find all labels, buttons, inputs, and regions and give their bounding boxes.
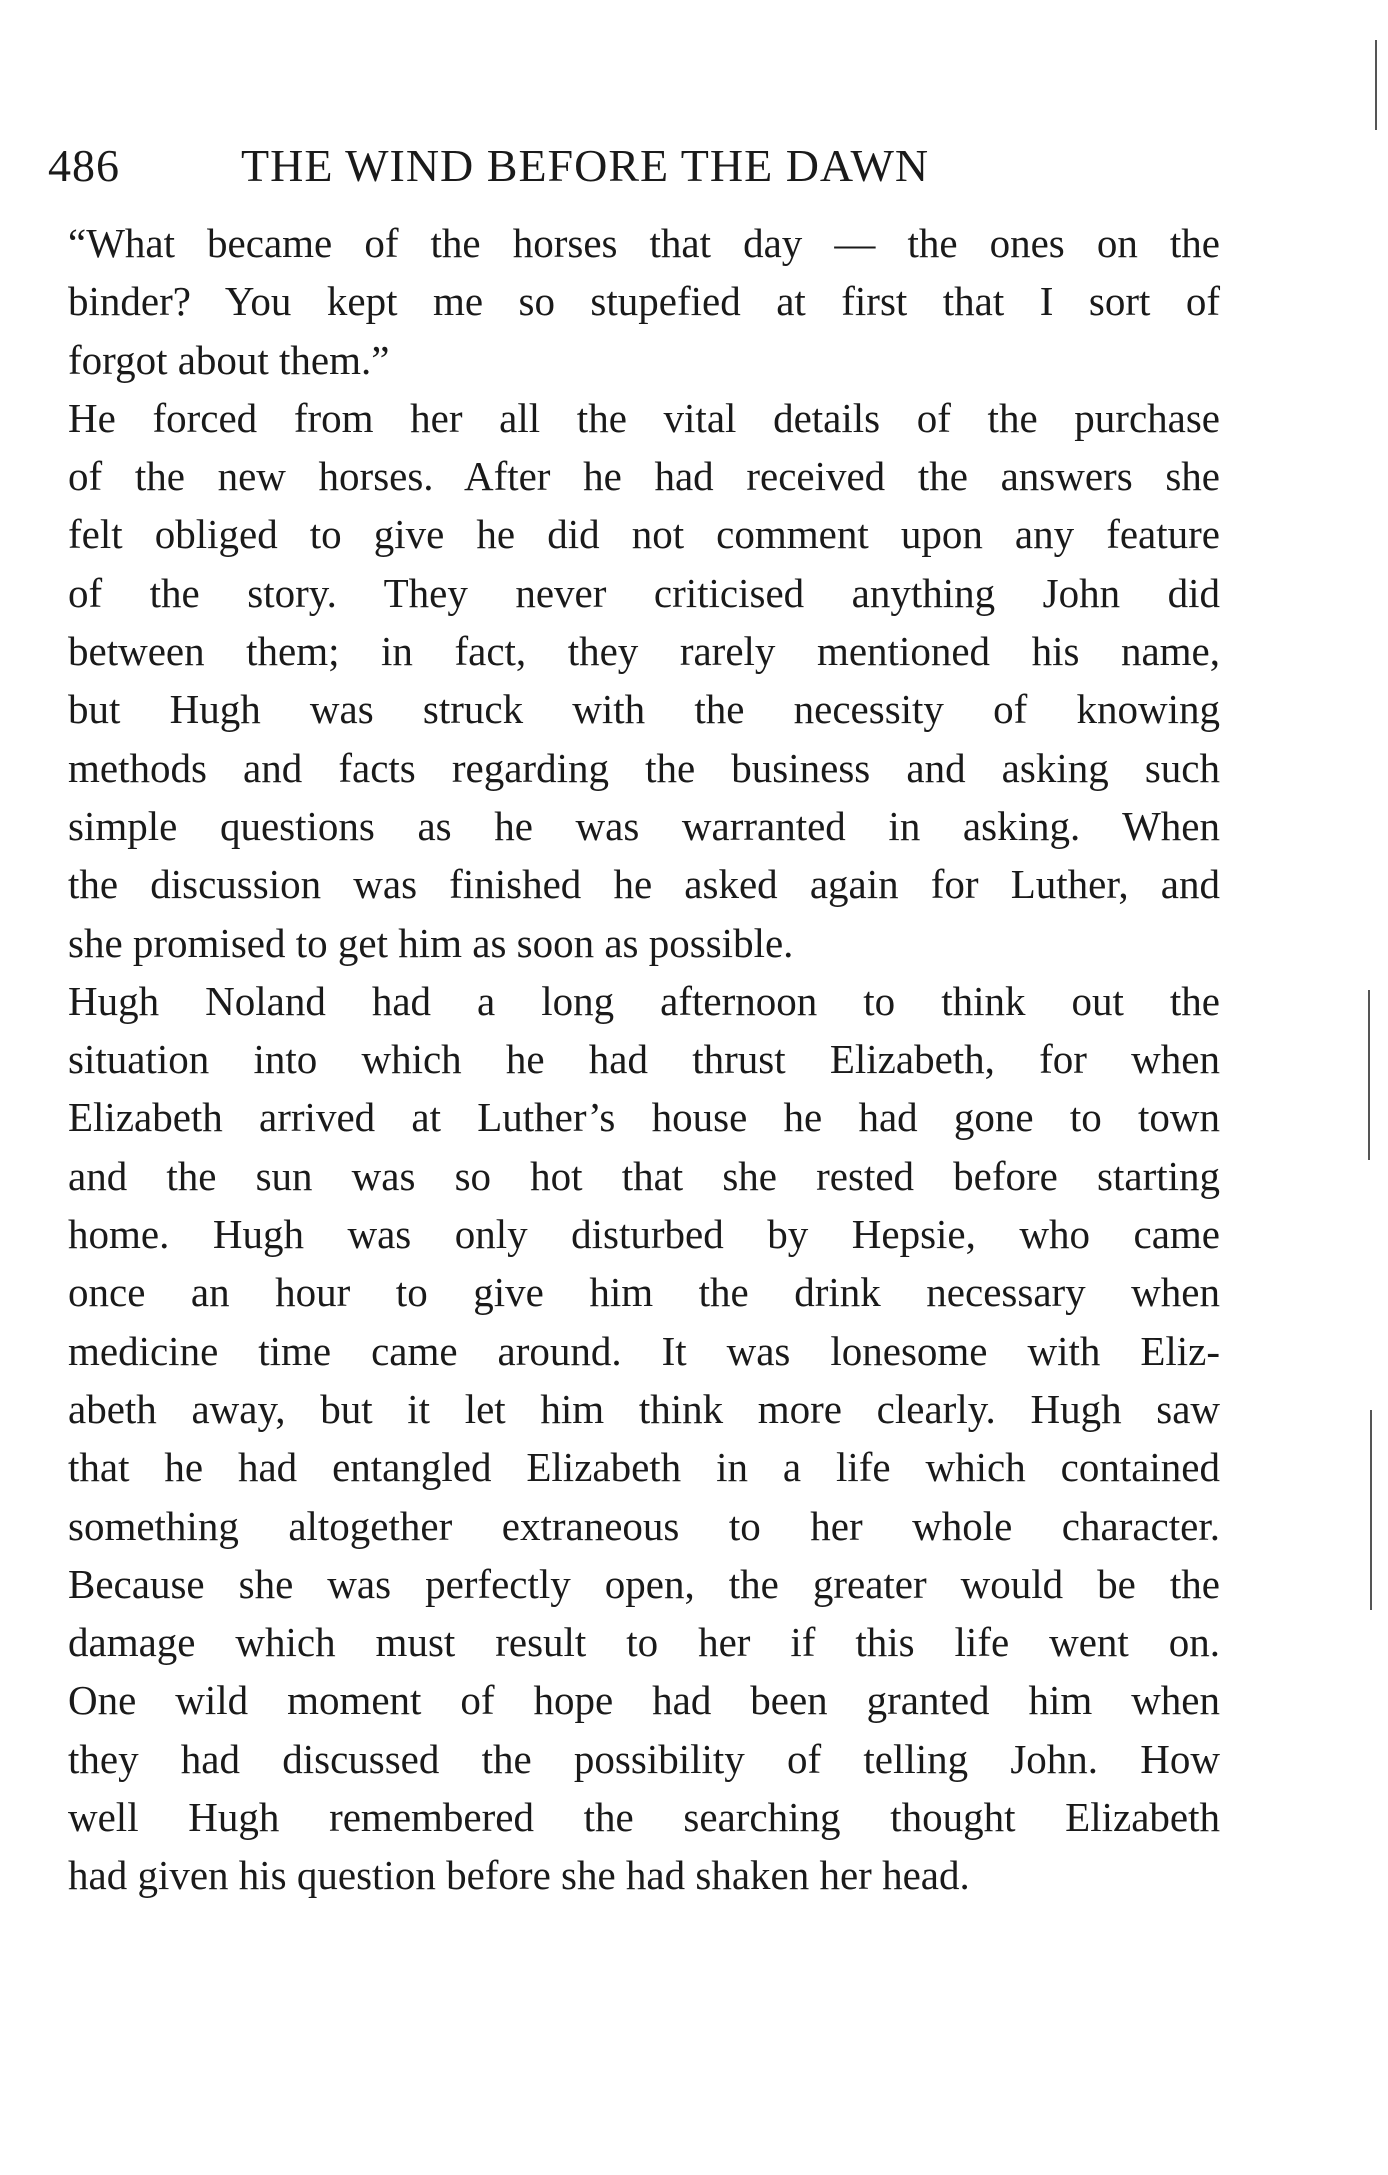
text-line: One wild moment of hope had been granted him when	[68, 1677, 1220, 1724]
text-line: Elizabeth arrived at Luther’s house he had gone to town	[68, 1094, 1220, 1141]
text-line: methods and facts regarding the business and asking such	[68, 744, 1220, 791]
text-line: abeth away, but it let him think more clearly. Hugh saw	[68, 1385, 1220, 1432]
body-text	[68, 214, 1220, 1905]
text-line: between them; in fact, they rarely mentioned his name,	[68, 628, 1220, 675]
text-line: well Hugh remembered the searching thought Elizabeth	[68, 1794, 1220, 1841]
text-line: simple questions as he was warranted in asking. When	[68, 802, 1220, 849]
text-line: once an hour to give him the drink necessary when	[68, 1269, 1220, 1316]
text-line: she promised to get him as soon as possible.	[68, 919, 794, 966]
paragraph-2	[68, 389, 1220, 972]
paragraph-1	[68, 214, 1220, 389]
text-line: but Hugh was struck with the necessity of knowing	[68, 686, 1220, 733]
text-line: they had discussed the possibility of telling John. How	[68, 1735, 1220, 1782]
text-line: medicine time came around. It was lonesome with Eliz-	[68, 1327, 1220, 1374]
text-line: binder? You kept me so stupefied at first that I sort of	[68, 278, 1220, 325]
text-line: Hugh Noland had a long afternoon to think out the	[68, 977, 1220, 1024]
page-number: 486	[48, 140, 120, 191]
text-line: of the story. They never criticised anything John did	[68, 569, 1220, 616]
running-title: THE WIND BEFORE THE DAWN	[241, 140, 930, 191]
text-line: and the sun was so hot that she rested before starting	[68, 1152, 1220, 1199]
running-head	[48, 138, 1278, 194]
scan-margin-mark	[1368, 990, 1370, 1160]
text-line: felt obliged to give he did not comment upon any feature	[68, 511, 1220, 558]
text-line: the discussion was finished he asked again for Luther, and	[68, 861, 1220, 908]
text-line: He forced from her all the vital details of the purchase	[68, 394, 1220, 441]
scan-margin-mark	[1370, 1410, 1372, 1610]
text-line: forgot about them.”	[68, 336, 390, 383]
text-line: damage which must result to her if this life went on.	[68, 1619, 1220, 1666]
paragraph-3	[68, 972, 1220, 1905]
text-line: “What became of the horses that day — the ones on the	[68, 220, 1220, 266]
text-line: that he had entangled Elizabeth in a life which contained	[68, 1444, 1220, 1491]
text-line: had given his question before she had shaken her head.	[68, 1852, 970, 1899]
text-line: situation into which he had thrust Elizabeth, for when	[68, 1036, 1220, 1083]
text-line: of the new horses. After he had received the answers she	[68, 453, 1220, 500]
scan-margin-mark	[1375, 40, 1377, 130]
text-line: home. Hugh was only disturbed by Hepsie, who came	[68, 1211, 1220, 1258]
text-line: Because she was perfectly open, the greater would be the	[68, 1560, 1220, 1607]
text-line: something altogether extraneous to her whole character.	[68, 1502, 1220, 1549]
